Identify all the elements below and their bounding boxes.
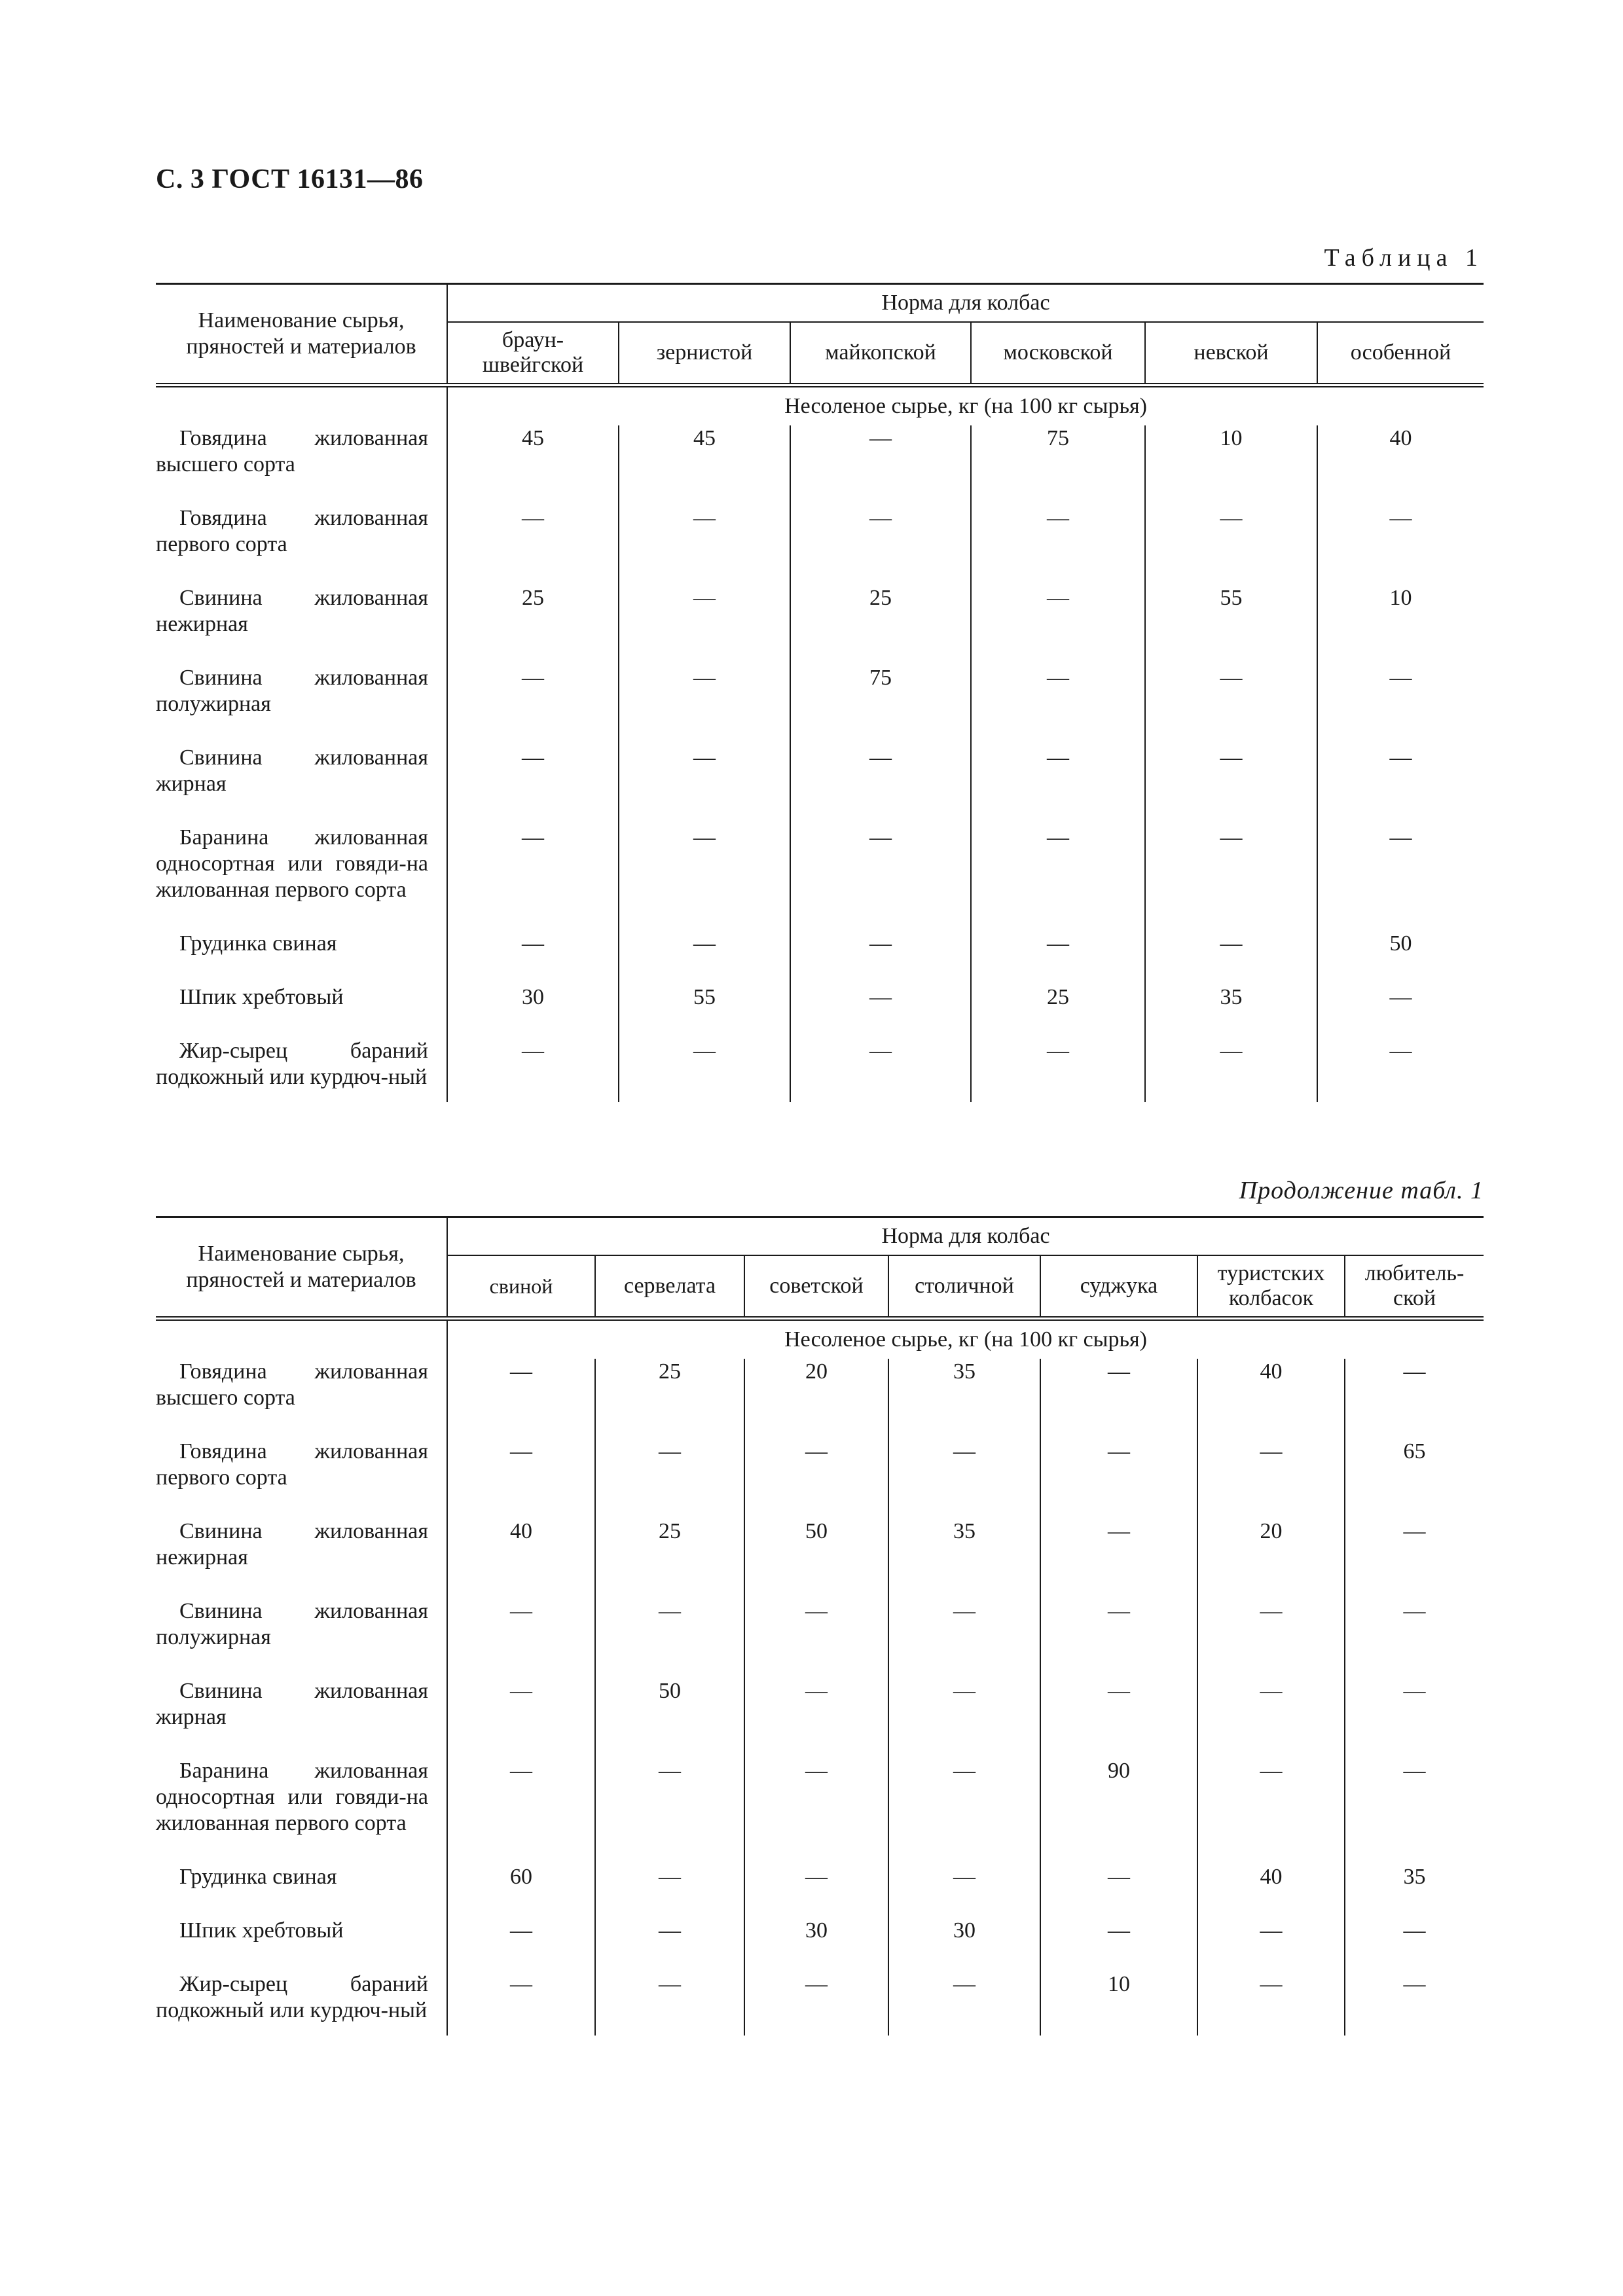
row-name-text: Шпик хребтовый bbox=[179, 985, 344, 1009]
column-header bbox=[1040, 1255, 1197, 1319]
value-cell: — bbox=[1145, 825, 1317, 931]
table-row bbox=[156, 1038, 1484, 1102]
value-cell: 40 bbox=[1389, 426, 1412, 450]
subheader-row bbox=[156, 386, 1484, 426]
row-name-text: Свинина жилованная нежирная bbox=[156, 1519, 428, 1570]
page-header: С. 3 ГОСТ 16131—86 bbox=[156, 164, 424, 194]
subheader-spacer bbox=[156, 1319, 447, 1359]
column-header-line: невской bbox=[1194, 340, 1269, 365]
row-name bbox=[156, 1439, 447, 1518]
value-cell: 60 bbox=[447, 1864, 595, 1918]
column-header bbox=[790, 322, 971, 386]
value-cell: — bbox=[744, 1678, 888, 1758]
table-row bbox=[156, 1518, 1484, 1598]
value-cell: — bbox=[447, 1038, 619, 1102]
value-cell: — bbox=[744, 1971, 888, 2036]
value-cell: — bbox=[744, 1598, 888, 1678]
row-name bbox=[156, 1758, 447, 1864]
table-row bbox=[156, 665, 1484, 745]
column-header-line: колбасок bbox=[1228, 1286, 1314, 1310]
column-header bbox=[619, 322, 790, 386]
value-cell: 20 bbox=[1197, 1518, 1345, 1598]
value-cell: — bbox=[888, 1971, 1040, 2036]
value-cell: — bbox=[1403, 1359, 1426, 1384]
row-name-text: Свинина жилованная нежирная bbox=[156, 586, 428, 636]
value-cell: — bbox=[971, 825, 1145, 931]
value-cell: — bbox=[1145, 1038, 1317, 1102]
value-cell: — bbox=[1040, 1359, 1197, 1439]
value-cell: — bbox=[619, 745, 790, 825]
value-cell: — bbox=[744, 1439, 888, 1518]
row-name-text: Свинина жилованная жирная bbox=[156, 745, 428, 796]
value-cell: 35 bbox=[1403, 1865, 1426, 1889]
value-cell: — bbox=[744, 1758, 888, 1864]
table-row bbox=[156, 931, 1484, 984]
table2 bbox=[156, 1216, 1484, 2036]
column-header-line: сервелата bbox=[623, 1274, 716, 1298]
value-cell: — bbox=[1040, 1678, 1197, 1758]
value-cell: 65 bbox=[1403, 1439, 1426, 1463]
value-cell: — bbox=[1389, 745, 1412, 770]
table-row bbox=[156, 1864, 1484, 1918]
row-name-text: Свинина жилованная полужирная bbox=[156, 1599, 428, 1649]
value-cell: — bbox=[888, 1678, 1040, 1758]
value-cell: 25 bbox=[790, 585, 971, 665]
table-row bbox=[156, 1971, 1484, 2036]
row-name bbox=[156, 1971, 447, 2036]
value-cell: — bbox=[1145, 745, 1317, 825]
table-row bbox=[156, 585, 1484, 665]
value-cell: — bbox=[790, 984, 971, 1038]
row-name bbox=[156, 931, 447, 984]
table-row bbox=[156, 1758, 1484, 1864]
column-header-line: особенной bbox=[1350, 340, 1451, 365]
row-name-text: Жир-сырец бараний подкожный или курдюч-ный bbox=[156, 1039, 428, 1089]
column-header-line: майкопской bbox=[825, 340, 936, 365]
row-name-text: Свинина жилованная полужирная bbox=[156, 666, 428, 716]
row-name bbox=[156, 585, 447, 665]
value-cell: 45 bbox=[619, 425, 790, 505]
value-cell: — bbox=[595, 1758, 744, 1864]
value-cell: 10 bbox=[1040, 1971, 1197, 2036]
row-name-text: Шпик хребтовый bbox=[179, 1918, 344, 1943]
value-cell: — bbox=[447, 1971, 595, 2036]
row-name bbox=[156, 1518, 447, 1598]
value-cell: — bbox=[447, 1918, 595, 1971]
value-cell: — bbox=[595, 1598, 744, 1678]
column-header-line: туристских bbox=[1217, 1261, 1325, 1285]
value-cell: — bbox=[619, 505, 790, 585]
column-header-line: ской bbox=[1393, 1286, 1436, 1310]
value-cell: 10 bbox=[1145, 425, 1317, 505]
value-cell: — bbox=[1197, 1598, 1345, 1678]
value-cell: — bbox=[619, 825, 790, 931]
value-cell: — bbox=[447, 1359, 595, 1439]
value-cell: — bbox=[971, 745, 1145, 825]
value-cell: 75 bbox=[790, 665, 971, 745]
units-subheader: Несоленое сырье, кг (на 100 кг сырья) bbox=[784, 1327, 1147, 1352]
value-cell: — bbox=[1197, 1678, 1345, 1758]
value-cell: — bbox=[1197, 1439, 1345, 1518]
name-column-header: Наименование сырья, пряностей и материалов bbox=[156, 1217, 447, 1319]
row-name-text: Говядина жилованная первого сорта bbox=[156, 506, 428, 556]
row-name bbox=[156, 1598, 447, 1678]
value-cell: — bbox=[1040, 1439, 1197, 1518]
subheader-spacer bbox=[156, 386, 447, 426]
table-row bbox=[156, 425, 1484, 505]
value-cell: — bbox=[1040, 1518, 1197, 1598]
value-cell: 50 bbox=[744, 1518, 888, 1598]
value-cell: — bbox=[595, 1439, 744, 1518]
value-cell: — bbox=[971, 1038, 1145, 1102]
value-cell: — bbox=[1040, 1598, 1197, 1678]
row-name bbox=[156, 1038, 447, 1102]
value-cell: 90 bbox=[1040, 1758, 1197, 1864]
table1-caption: Таблица 1 bbox=[1324, 244, 1484, 272]
value-cell: — bbox=[790, 745, 971, 825]
row-name-text: Говядина жилованная первого сорта bbox=[156, 1439, 428, 1490]
value-cell: 30 bbox=[447, 984, 619, 1038]
value-cell: — bbox=[1403, 1918, 1426, 1943]
table-row bbox=[156, 1359, 1484, 1439]
value-cell: — bbox=[744, 1864, 888, 1918]
value-cell: — bbox=[447, 665, 619, 745]
value-cell: 35 bbox=[888, 1359, 1040, 1439]
value-cell: — bbox=[1197, 1758, 1345, 1864]
value-cell: — bbox=[888, 1758, 1040, 1864]
value-cell: — bbox=[447, 1758, 595, 1864]
row-name-text: Баранина жилованная односортная или говяди-на жилованная первого сорта bbox=[156, 825, 428, 902]
value-cell: — bbox=[971, 505, 1145, 585]
row-name bbox=[156, 505, 447, 585]
value-cell: — bbox=[447, 1598, 595, 1678]
value-cell: — bbox=[447, 505, 619, 585]
value-cell: — bbox=[595, 1864, 744, 1918]
value-cell: — bbox=[1145, 505, 1317, 585]
value-cell: — bbox=[1197, 1971, 1345, 2036]
subheader-row bbox=[156, 1319, 1484, 1359]
row-name-text: Говядина жилованная высшего сорта bbox=[156, 1359, 428, 1410]
value-cell: — bbox=[971, 931, 1145, 984]
value-cell: — bbox=[447, 745, 619, 825]
column-header bbox=[971, 322, 1145, 386]
value-cell: 25 bbox=[595, 1359, 744, 1439]
row-name bbox=[156, 1359, 447, 1439]
value-cell: — bbox=[790, 425, 971, 505]
value-cell: — bbox=[1040, 1918, 1197, 1971]
table-row bbox=[156, 1678, 1484, 1758]
column-header-line: суджука bbox=[1080, 1274, 1158, 1298]
column-header bbox=[1345, 1255, 1484, 1319]
table-row bbox=[156, 745, 1484, 825]
value-cell: 55 bbox=[619, 984, 790, 1038]
table1 bbox=[156, 283, 1484, 1102]
row-name-text: Грудинка свиная bbox=[179, 931, 337, 956]
column-header-line: швейгской bbox=[482, 353, 584, 377]
value-cell: — bbox=[1403, 1519, 1426, 1543]
value-cell: — bbox=[1403, 1759, 1426, 1783]
value-cell: 25 bbox=[447, 585, 619, 665]
row-name-text: Грудинка свиная bbox=[179, 1865, 337, 1889]
value-cell: — bbox=[971, 665, 1145, 745]
value-cell: — bbox=[1403, 1679, 1426, 1703]
value-cell: 20 bbox=[744, 1359, 888, 1439]
value-cell: — bbox=[790, 931, 971, 984]
value-cell: — bbox=[790, 825, 971, 931]
value-cell: — bbox=[888, 1439, 1040, 1518]
column-header bbox=[888, 1255, 1040, 1319]
value-cell: — bbox=[888, 1598, 1040, 1678]
value-cell: 10 bbox=[1389, 586, 1412, 610]
row-name bbox=[156, 665, 447, 745]
column-header-line: советской bbox=[769, 1274, 864, 1298]
column-header-line: браун- bbox=[501, 328, 564, 352]
value-cell: 40 bbox=[447, 1518, 595, 1598]
value-cell: — bbox=[1197, 1918, 1345, 1971]
row-name-text: Свинина жилованная жирная bbox=[156, 1679, 428, 1729]
value-cell: — bbox=[790, 1038, 971, 1102]
value-cell: — bbox=[595, 1971, 744, 2036]
table-row bbox=[156, 1918, 1484, 1971]
row-name bbox=[156, 1678, 447, 1758]
row-name-text: Жир-сырец бараний подкожный или курдюч-ный bbox=[156, 1972, 428, 2022]
column-header bbox=[595, 1255, 744, 1319]
column-header-line: свиной bbox=[489, 1274, 553, 1298]
column-header bbox=[1317, 322, 1484, 386]
value-cell: — bbox=[619, 665, 790, 745]
row-name bbox=[156, 1918, 447, 1971]
value-cell: — bbox=[790, 505, 971, 585]
table-row bbox=[156, 1439, 1484, 1518]
column-header bbox=[1197, 1255, 1345, 1319]
value-cell: 40 bbox=[1197, 1359, 1345, 1439]
column-header-line: столичной bbox=[915, 1274, 1014, 1298]
value-cell: 45 bbox=[447, 425, 619, 505]
header-row bbox=[156, 1217, 1484, 1256]
column-header-line: московской bbox=[1003, 340, 1113, 365]
value-cell: — bbox=[1403, 1599, 1426, 1623]
column-header-line: зернистой bbox=[656, 340, 753, 365]
value-cell: 25 bbox=[971, 984, 1145, 1038]
norm-header: Норма для колбас bbox=[447, 284, 1484, 323]
value-cell: — bbox=[447, 1678, 595, 1758]
value-cell: — bbox=[1145, 665, 1317, 745]
header-row bbox=[156, 284, 1484, 323]
table-row bbox=[156, 1598, 1484, 1678]
value-cell: — bbox=[619, 585, 790, 665]
value-cell: 40 bbox=[1197, 1864, 1345, 1918]
row-name bbox=[156, 425, 447, 505]
row-name bbox=[156, 745, 447, 825]
value-cell: — bbox=[447, 825, 619, 931]
row-name bbox=[156, 984, 447, 1038]
value-cell: 75 bbox=[971, 425, 1145, 505]
value-cell: — bbox=[1389, 825, 1412, 850]
row-name-text: Говядина жилованная высшего сорта bbox=[156, 426, 428, 476]
column-header-line: любитель- bbox=[1364, 1261, 1465, 1285]
row-name bbox=[156, 825, 447, 931]
value-cell: — bbox=[1403, 1972, 1426, 1996]
value-cell: — bbox=[1389, 506, 1412, 530]
norm-header: Норма для колбас bbox=[447, 1217, 1484, 1256]
value-cell: 30 bbox=[744, 1918, 888, 1971]
value-cell: — bbox=[595, 1918, 744, 1971]
value-cell: — bbox=[971, 585, 1145, 665]
value-cell: — bbox=[1145, 931, 1317, 984]
units-subheader: Несоленое сырье, кг (на 100 кг сырья) bbox=[784, 394, 1147, 418]
value-cell: 35 bbox=[888, 1518, 1040, 1598]
value-cell: 50 bbox=[595, 1678, 744, 1758]
value-cell: — bbox=[447, 1439, 595, 1518]
table-row bbox=[156, 984, 1484, 1038]
value-cell: — bbox=[619, 931, 790, 984]
table-row bbox=[156, 505, 1484, 585]
value-cell: — bbox=[1389, 985, 1412, 1009]
value-cell: — bbox=[1389, 1039, 1412, 1063]
table2-caption: Продолжение табл. 1 bbox=[1239, 1177, 1484, 1204]
name-column-header: Наименование сырья, пряностей и материалов bbox=[156, 284, 447, 386]
value-cell: 50 bbox=[1389, 931, 1412, 956]
value-cell: 55 bbox=[1145, 585, 1317, 665]
column-header bbox=[744, 1255, 888, 1319]
column-header bbox=[447, 1255, 595, 1319]
value-cell: — bbox=[619, 1038, 790, 1102]
value-cell: 30 bbox=[888, 1918, 1040, 1971]
value-cell: — bbox=[1040, 1864, 1197, 1918]
value-cell: — bbox=[1389, 666, 1412, 690]
column-header bbox=[447, 322, 619, 386]
value-cell: — bbox=[888, 1864, 1040, 1918]
value-cell: 35 bbox=[1145, 984, 1317, 1038]
column-header bbox=[1145, 322, 1317, 386]
row-name bbox=[156, 1864, 447, 1918]
value-cell: 25 bbox=[595, 1518, 744, 1598]
row-name-text: Баранина жилованная односортная или говяди-на жилованная первого сорта bbox=[156, 1759, 428, 1835]
value-cell: — bbox=[447, 931, 619, 984]
table-row bbox=[156, 825, 1484, 931]
